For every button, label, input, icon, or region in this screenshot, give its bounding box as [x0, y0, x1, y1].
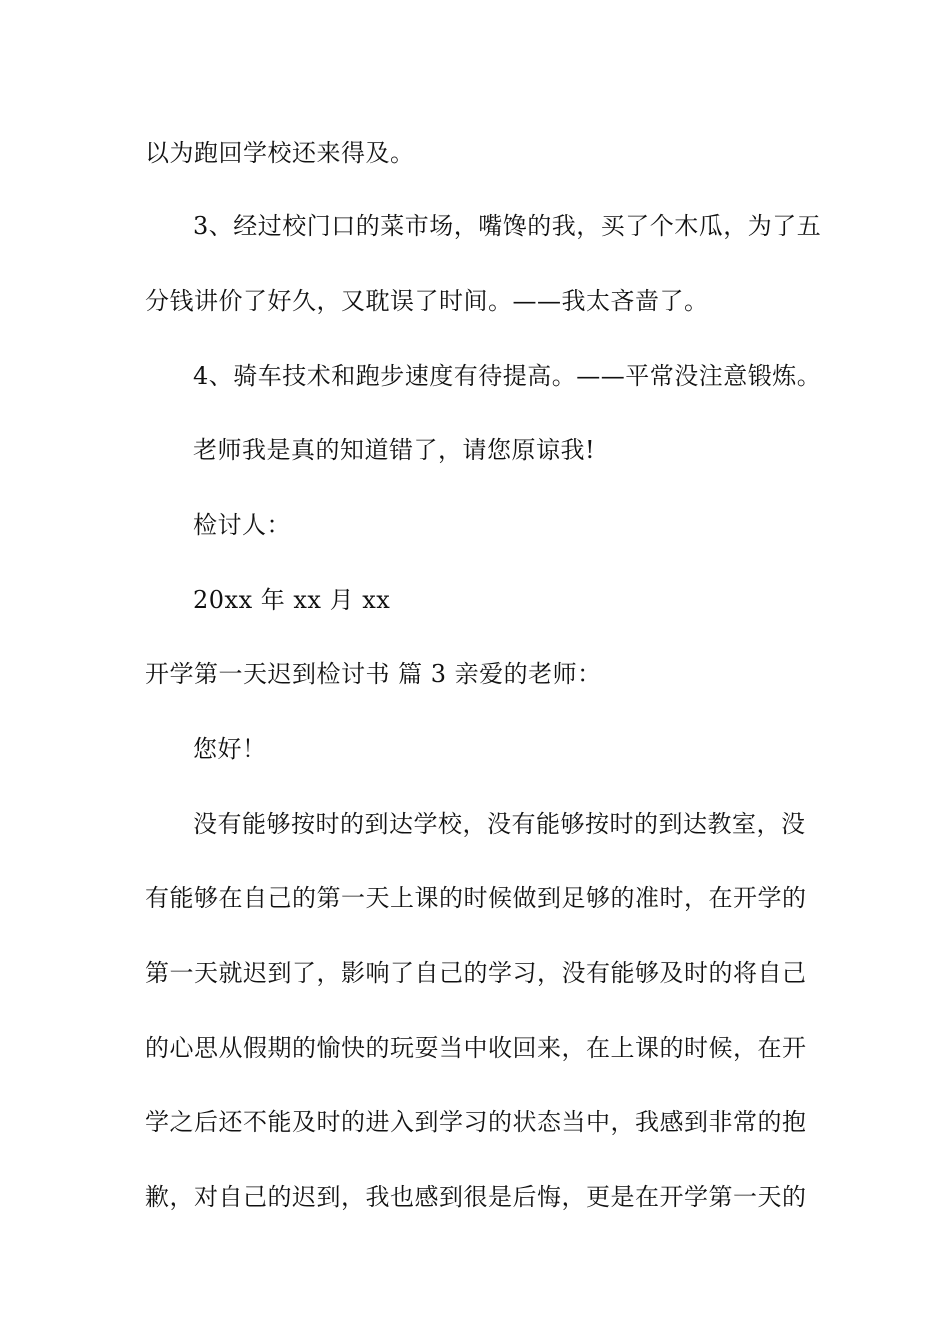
text-line: 歉，对自己的迟到，我也感到很是后悔，更是在开学第一天的	[145, 1183, 807, 1211]
text-line: 老师我是真的知道错了，请您原谅我!	[193, 436, 596, 464]
signature-label: 检讨人：	[193, 511, 291, 539]
text-line: 没有能够按时的到达学校，没有能够按时的到达教室，没	[193, 810, 806, 838]
text-line: 分钱讲价了好久，又耽误了时间。——我太吝啬了。	[145, 287, 709, 315]
text-line: 第一天就迟到了，影响了自己的学习，没有能够及时的将自己	[145, 959, 807, 987]
text-line: 以为跑回学校还来得及。	[145, 139, 415, 167]
text-line: 4、骑车技术和跑步速度有待提高。——平常没注意锻炼。	[193, 362, 822, 390]
date-line: 20xx 年 xx 月 xx	[193, 586, 391, 614]
greeting: 您好！	[193, 735, 267, 763]
section-heading: 开学第一天迟到检讨书 篇 3 亲爱的老师：	[145, 660, 602, 688]
text-line: 学之后还不能及时的进入到学习的状态当中，我感到非常的抱	[145, 1108, 807, 1136]
text-line: 3、经过校门口的菜市场，嘴馋的我，买了个木瓜，为了五	[193, 212, 822, 240]
text-line: 的心思从假期的愉快的玩耍当中收回来，在上课的时候，在开	[145, 1034, 807, 1062]
text-line: 有能够在自己的第一天上课的时候做到足够的准时，在开学的	[145, 884, 807, 912]
